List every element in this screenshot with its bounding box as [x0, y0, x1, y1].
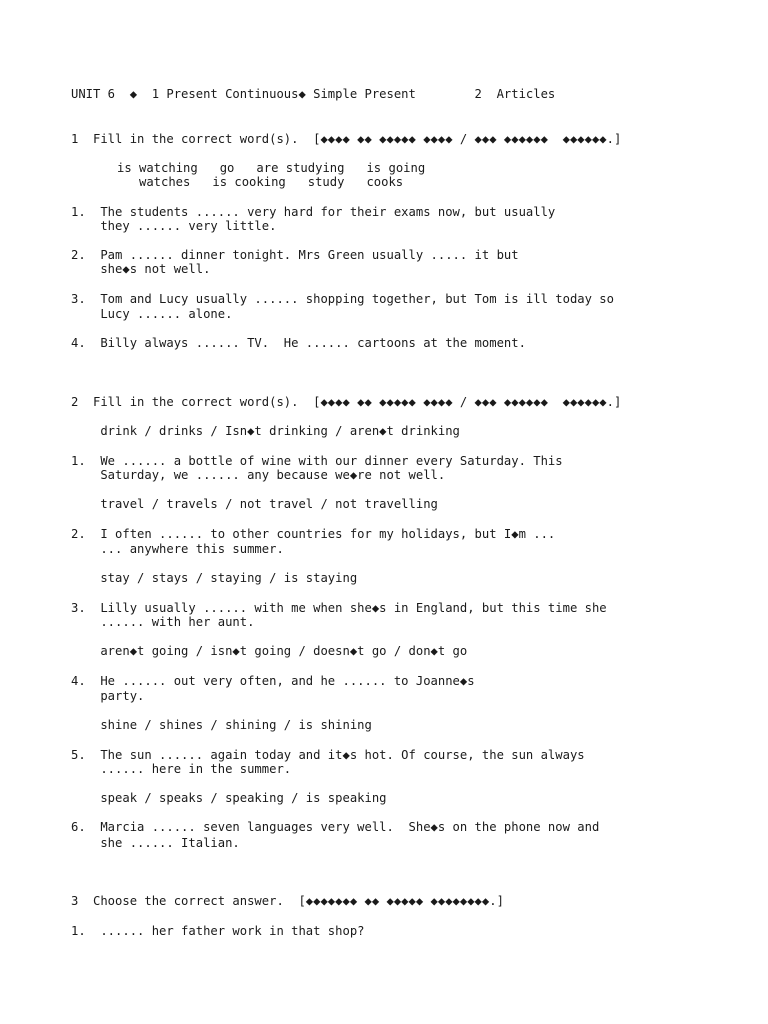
- section-2-item-3-options: stay / stays / staying / is staying: [71, 571, 358, 585]
- section-2-item-4-options: aren◆t going / isn◆t going / doesn◆t go / don◆t go: [71, 644, 468, 658]
- section-2-instruction: 2 Fill in the correct word(s). [◆◆◆◆ ◆◆ ◆◆◆◆◆ ◆◆◆◆ / ◆◆◆ ◆◆◆◆◆◆ ◆◆◆◆◆◆.]: [71, 395, 622, 409]
- section-3-item-1-line-1: 1. ...... her father work in that shop?: [71, 924, 365, 938]
- section-1-word-box-line-1: is watching go are studying is going: [117, 161, 426, 175]
- section-2-item-5-line-2: ...... here in the summer.: [71, 762, 292, 776]
- section-2-item-6-options: speak / speaks / speaking / is speaking: [71, 791, 387, 805]
- section-1-item-2-line-1: 2. Pam ...... dinner tonight. Mrs Green usually ..... it but: [71, 248, 519, 262]
- section-2-item-3-line-2: ...... with her aunt.: [71, 615, 255, 629]
- section-2-item-5-options: shine / shines / shining / is shining: [71, 718, 372, 732]
- section-2-item-1-line-1: 1. We ...... a bottle of wine with our dinner every Saturday. This: [71, 454, 563, 468]
- section-2-item-1-line-2: Saturday, we ...... any because we◆re not well.: [71, 468, 446, 482]
- section-1-item-1-line-2: they ...... very little.: [71, 219, 277, 233]
- section-1-instruction: 1 Fill in the correct word(s). [◆◆◆◆ ◆◆ ◆◆◆◆◆ ◆◆◆◆ / ◆◆◆ ◆◆◆◆◆◆ ◆◆◆◆◆◆.]: [71, 132, 622, 146]
- section-2-item-1-options: drink / drinks / Isn◆t drinking / aren◆t drinking: [71, 424, 460, 438]
- section-2-item-4-line-1: 4. He ...... out very often, and he ...... to Joanne◆s: [71, 674, 475, 688]
- section-2-item-6-line-1: 6. Marcia ...... seven languages very well. She◆s on the phone now and: [71, 820, 600, 834]
- section-2-item-2-line-2: ... anywhere this summer.: [71, 542, 284, 556]
- section-3-instruction: 3 Choose the correct answer. [◆◆◆◆◆◆◆ ◆◆ ◆◆◆◆◆ ◆◆◆◆◆◆◆◆.]: [71, 894, 504, 908]
- unit-header: UNIT 6 ◆ 1 Present Continuous◆ Simple Present 2 Articles: [71, 87, 556, 101]
- section-2-item-6-line-2: she ...... Italian.: [71, 836, 240, 850]
- section-1-item-3-line-1: 3. Tom and Lucy usually ...... shopping together, but Tom is ill today so: [71, 292, 614, 306]
- section-2-item-2-line-1: 2. I often ...... to other countries for my holidays, but I◆m ...: [71, 527, 556, 541]
- section-1-item-2-line-2: she◆s not well.: [71, 262, 211, 276]
- section-1-word-box-line-2: watches is cooking study cooks: [139, 175, 404, 189]
- section-1-item-3-line-2: Lucy ...... alone.: [71, 307, 233, 321]
- section-2-item-4-line-2: party.: [71, 689, 145, 703]
- section-2-item-2-options: travel / travels / not travel / not travelling: [71, 497, 438, 511]
- section-2-item-3-line-1: 3. Lilly usually ...... with me when she◆s in England, but this time she: [71, 601, 607, 615]
- section-2-item-5-line-1: 5. The sun ...... again today and it◆s hot. Of course, the sun always: [71, 748, 585, 762]
- section-1-item-4-line-1: 4. Billy always ...... TV. He ...... cartoons at the moment.: [71, 336, 526, 350]
- section-1-item-1-line-1: 1. The students ...... very hard for their exams now, but usually: [71, 205, 556, 219]
